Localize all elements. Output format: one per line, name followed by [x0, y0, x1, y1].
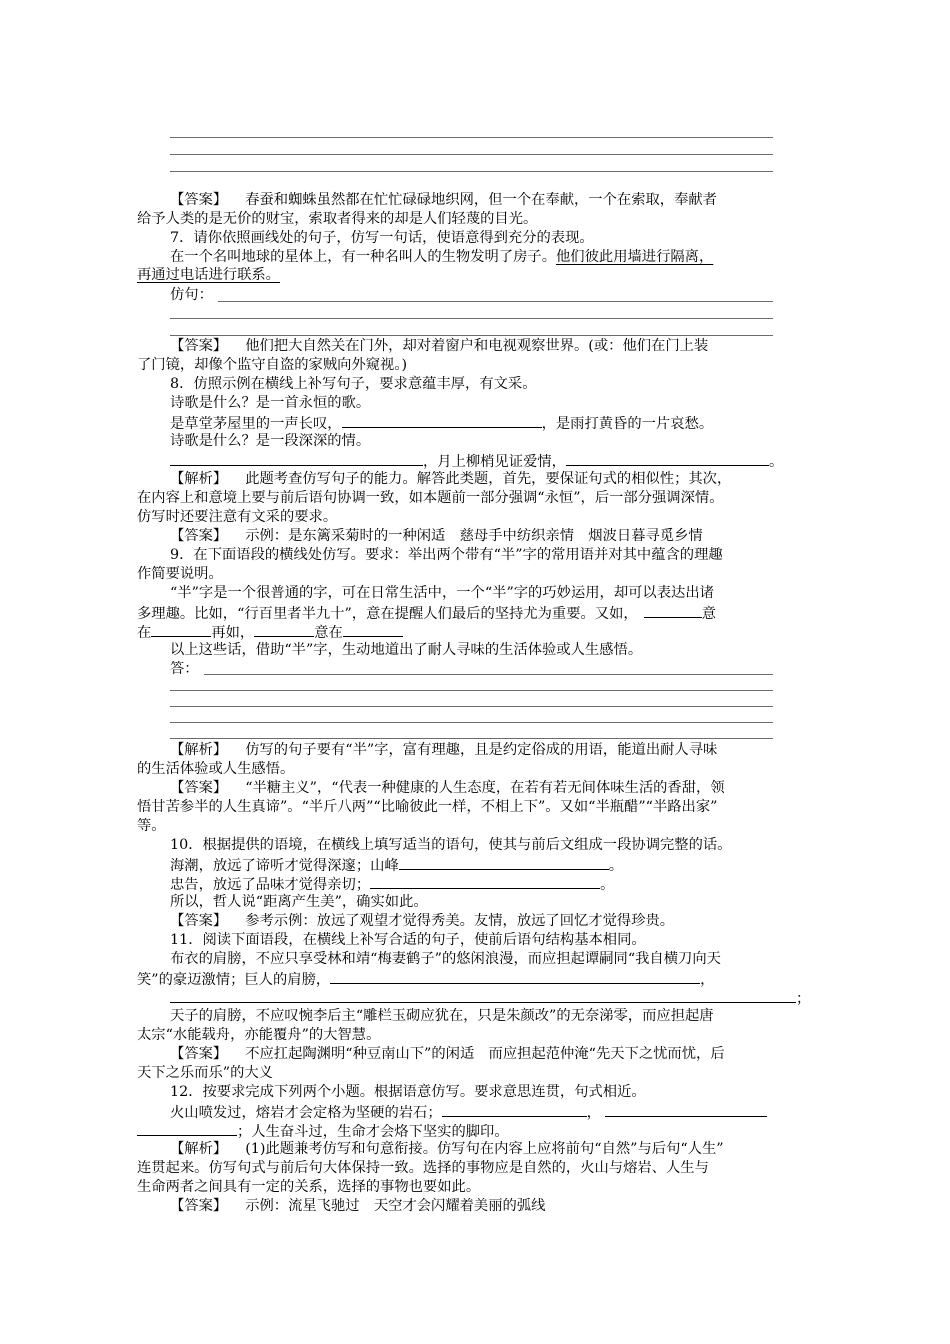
- q9-para-line-1: “半”字是一个很普通的字，可在日常生活中，一个“半”字的巧妙运用，却可以表达出诸: [170, 585, 714, 601]
- underlined-sentence: 他们彼此用墙进行隔离，: [556, 249, 714, 265]
- analysis-text: 此题考查仿写句子的能力。解答此类题，首先，要保证句式的相似性；其次，: [245, 471, 732, 487]
- q11-text: 笑”的豪迈激情；巨人的肩膀，: [137, 972, 331, 988]
- answer-rule: [170, 318, 773, 319]
- answer-rule: [170, 171, 773, 172]
- q9-text: 意在: [314, 625, 343, 641]
- q9-para-line-4: 以上这些话，借助“半”字，生动地道出了耐人寻味的生活体验或人生感悟。: [170, 642, 643, 658]
- q9-answer-line-2: 悟甘苦参半的人生真谛”。“半斤八两”“比喻彼此一样，不相上下”。又如“半瓶醋”“半路出家”: [137, 799, 718, 815]
- q11-prompt: 11．阅读下面语段，在横线上补写合适的句子，使前后语句结构基本相同。: [170, 932, 646, 948]
- q8-text: ，月上柳梢见证爱情，: [423, 454, 566, 470]
- fill-blank[interactable]: [254, 622, 314, 637]
- answer-tag: 【答案】: [170, 1198, 228, 1214]
- answer-text: 不应扛起陶渊明“种豆南山下”的闲适 而应担起范仲淹“先天下之忧而忧，后: [245, 1046, 725, 1062]
- fill-blank[interactable]: [137, 1121, 237, 1136]
- fill-blank[interactable]: [151, 622, 211, 637]
- q9-answer-line-3: 等。: [137, 818, 166, 834]
- q9-text: 多理趣。比如，“行百里者半九十”，意在提醒人们最后的坚持尤为重要。又如，: [137, 606, 638, 622]
- q9-prompt-line-2: 作简要说明。: [137, 566, 223, 582]
- q10-line-3: 所以，哲人说“距离产生美”，确实如此。: [170, 894, 428, 910]
- q8-line-4: [170, 451, 783, 471]
- q7-context-line-1: [170, 248, 713, 266]
- analysis-tag: 【解析】: [170, 742, 228, 758]
- q8-text: ，是雨打黄昏的一片哀愁。: [541, 416, 714, 432]
- fill-blank[interactable]: [343, 622, 403, 637]
- q8-line-1: 诗歌是什么？是一首永恒的歌。: [170, 395, 371, 411]
- q12-line-1: [170, 1102, 767, 1122]
- q9-text: 再如，: [211, 625, 255, 641]
- answer-text: 他们把大自然关在门外，却对着窗户和电视观察世界。(或：他们在门上装: [245, 338, 709, 354]
- q9-analysis-line-2: 的生活体验或人生感悟。: [137, 761, 295, 777]
- analysis-tag: 【解析】: [170, 1141, 228, 1157]
- q10-answer: [170, 912, 674, 930]
- answer-rule: [204, 674, 773, 675]
- q7-context-line-2: 再通过电话进行联系。: [137, 267, 280, 283]
- answer-text: 参考示例：放远了观望才觉得秀美。友情，放远了回忆才觉得珍贵。: [245, 913, 675, 929]
- fill-blank[interactable]: [170, 451, 423, 466]
- q12-text: ，: [586, 1105, 601, 1121]
- answer-tag: 【答案】: [170, 338, 228, 354]
- fill-blank[interactable]: [330, 969, 700, 984]
- q11-line-2: [137, 969, 714, 989]
- answer-tag: 【答案】: [170, 528, 228, 544]
- q9-text: 意: [701, 606, 717, 622]
- q8-text: 是草堂茅屋里的一声长叹，: [170, 416, 342, 432]
- q10-prompt: 10．根据提供的语境，在横线上填写适当的语句，使其与前后文组成一段协调完整的话。: [170, 837, 732, 853]
- fill-blank[interactable]: [442, 1102, 587, 1117]
- answer-rule: [170, 722, 773, 723]
- answer-text: 春蚕和蜘蛛虽然都在忙忙碌碌地织网，但一个在奉献，一个在索取，奉献者: [245, 192, 717, 208]
- q12-analysis-line-2: 连贯起来。仿写句式与前后句大体保持一致。选择的事物应是自然的，火山与熔岩、人生与: [137, 1160, 709, 1176]
- analysis-text: (1)此题兼考仿写和句意衔接。仿写句在内容上应将前句“自然”与后句“人生”: [245, 1141, 724, 1157]
- q10-text: 。: [600, 877, 615, 893]
- answer-tag: 【答案】: [170, 913, 228, 929]
- analysis-text: 仿写的句子要有“半”字，富有理趣，且是约定俗成的用语，能道出耐人寻味: [245, 742, 718, 758]
- q12-analysis-line-1: [170, 1140, 724, 1158]
- q10-text: 海潮，放远了谛听才觉得深邃；山峰: [170, 858, 399, 874]
- q8-analysis-line-3: 仿写时还要注意有文采的要求。: [137, 509, 338, 525]
- answer-tag: 【答案】: [170, 1046, 228, 1062]
- q12-text: 火山喷发过，熔岩才会定格为坚硬的岩石；: [170, 1105, 442, 1121]
- q7-prompt: 7．请你依照画线处的句子，仿写一句话，使语意得到充分的表现。: [170, 230, 594, 246]
- q10-text: 忠告，放远了品味才觉得亲切；: [170, 877, 371, 893]
- q8-answer: [170, 527, 703, 545]
- q7-answer-line-2: 了门镜，却像个监守自盗的家贼向外窥视。): [137, 357, 408, 373]
- answer-rule: [170, 137, 773, 138]
- answer-tag: 【答案】: [170, 192, 228, 208]
- q6-answer-line-1: [170, 191, 717, 209]
- q10-text: 。: [608, 858, 624, 874]
- q12-prompt: 12．按要求完成下列两个小题。根据语意仿写。要求意思连贯，句式相近。: [170, 1084, 646, 1100]
- q11-answer-line-2: 天下之乐而乐”的大义: [137, 1065, 273, 1081]
- fill-blank[interactable]: [342, 413, 542, 428]
- answer-rule: [170, 738, 773, 739]
- q9-analysis-line-1: [170, 741, 717, 759]
- q12-text: ；人生奋斗过，生命才会烙下坚实的脚印。: [237, 1124, 509, 1140]
- q8-line-3: 诗歌是什么？是一段深深的情。: [170, 433, 371, 449]
- answer-tag: 【答案】: [170, 780, 228, 796]
- q11-line-3: [170, 988, 810, 1008]
- q8-analysis-line-2: 在内容上和意境上要与前后语句协调一致，如本题前一部分强调“永恒”，后一部分强调深情。: [137, 490, 724, 506]
- q10-line-1: [170, 855, 623, 875]
- analysis-tag: 【解析】: [170, 471, 228, 487]
- q11-answer-line-1: [170, 1045, 725, 1063]
- q9-prompt-line-1: 9．在下面语段的横线处仿写。要求：举出两个带有“半”字的常用语并对其中蕴含的理趣: [170, 547, 723, 563]
- answer-rule: [170, 335, 773, 336]
- q12-analysis-line-3: 生命两者之间具有一定的关系，选择的事物也要如此。: [137, 1179, 481, 1195]
- answer-rule: [170, 690, 773, 691]
- q6-answer-line-2: 给予人类的是无价的财宝，索取者得来的却是人们轻蔑的目光。: [137, 211, 538, 227]
- q8-analysis-line-1: [170, 470, 731, 488]
- fill-blank[interactable]: [644, 603, 702, 618]
- answer-text: 示例：是东篱采菊时的一种闲适 慈母手中纺织亲情 烟波日暮寻觅乡情: [245, 528, 703, 544]
- q8-prompt: 8．仿照示例在横线上补写句子，要求意蕴丰厚，有文采。: [170, 376, 537, 392]
- q9-para-line-2: [137, 603, 716, 623]
- fill-blank[interactable]: [170, 988, 796, 1003]
- context-text: 在一个名叫地球的星体上，有一种名叫人的生物发明了房子。: [170, 249, 557, 265]
- q9-answer-line-1: [170, 779, 725, 797]
- q8-line-2: [170, 413, 713, 433]
- q9-para-line-3: [137, 622, 403, 642]
- fill-blank[interactable]: [605, 1102, 767, 1117]
- q11-line-5: 太宗“水能载舟，亦能覆舟”的大智慧。: [137, 1027, 381, 1043]
- q12-answer: [170, 1197, 545, 1215]
- q11-line-1: 布衣的肩膀，不应只享受林和靖“梅妻鹤子”的悠闲浪漫，而应担起谭嗣同“我自横刀向天: [170, 951, 721, 967]
- answer-text: 示例：流星飞驰过 天空才会闪耀着美丽的弧线: [245, 1198, 546, 1214]
- fill-blank[interactable]: [399, 855, 609, 870]
- q7-fill-label: 仿句：: [170, 287, 213, 303]
- answer-rule: [218, 301, 773, 302]
- q12-line-2: [137, 1121, 509, 1141]
- q11-text: ，: [700, 972, 715, 988]
- q7-answer-line-1: [170, 337, 708, 355]
- fill-blank[interactable]: [370, 874, 600, 889]
- q9-fill-label: 答：: [170, 661, 199, 677]
- fill-blank[interactable]: [566, 451, 769, 466]
- answer-rule: [170, 154, 773, 155]
- q9-text: 在: [137, 625, 152, 641]
- answer-text: “半糖主义”，“代表一种健康的人生态度，在若有若无间体味生活的香甜，领: [245, 780, 725, 796]
- answer-rule: [170, 706, 773, 707]
- q11-text: ；: [796, 991, 811, 1007]
- q8-text: 。: [768, 454, 784, 470]
- q10-line-2: [170, 874, 614, 894]
- q11-line-4: 天子的肩膀，不应叹惋李后主“雕栏玉砌应犹在，只是朱颜改”的无奈涕零，而应担起唐: [170, 1008, 714, 1024]
